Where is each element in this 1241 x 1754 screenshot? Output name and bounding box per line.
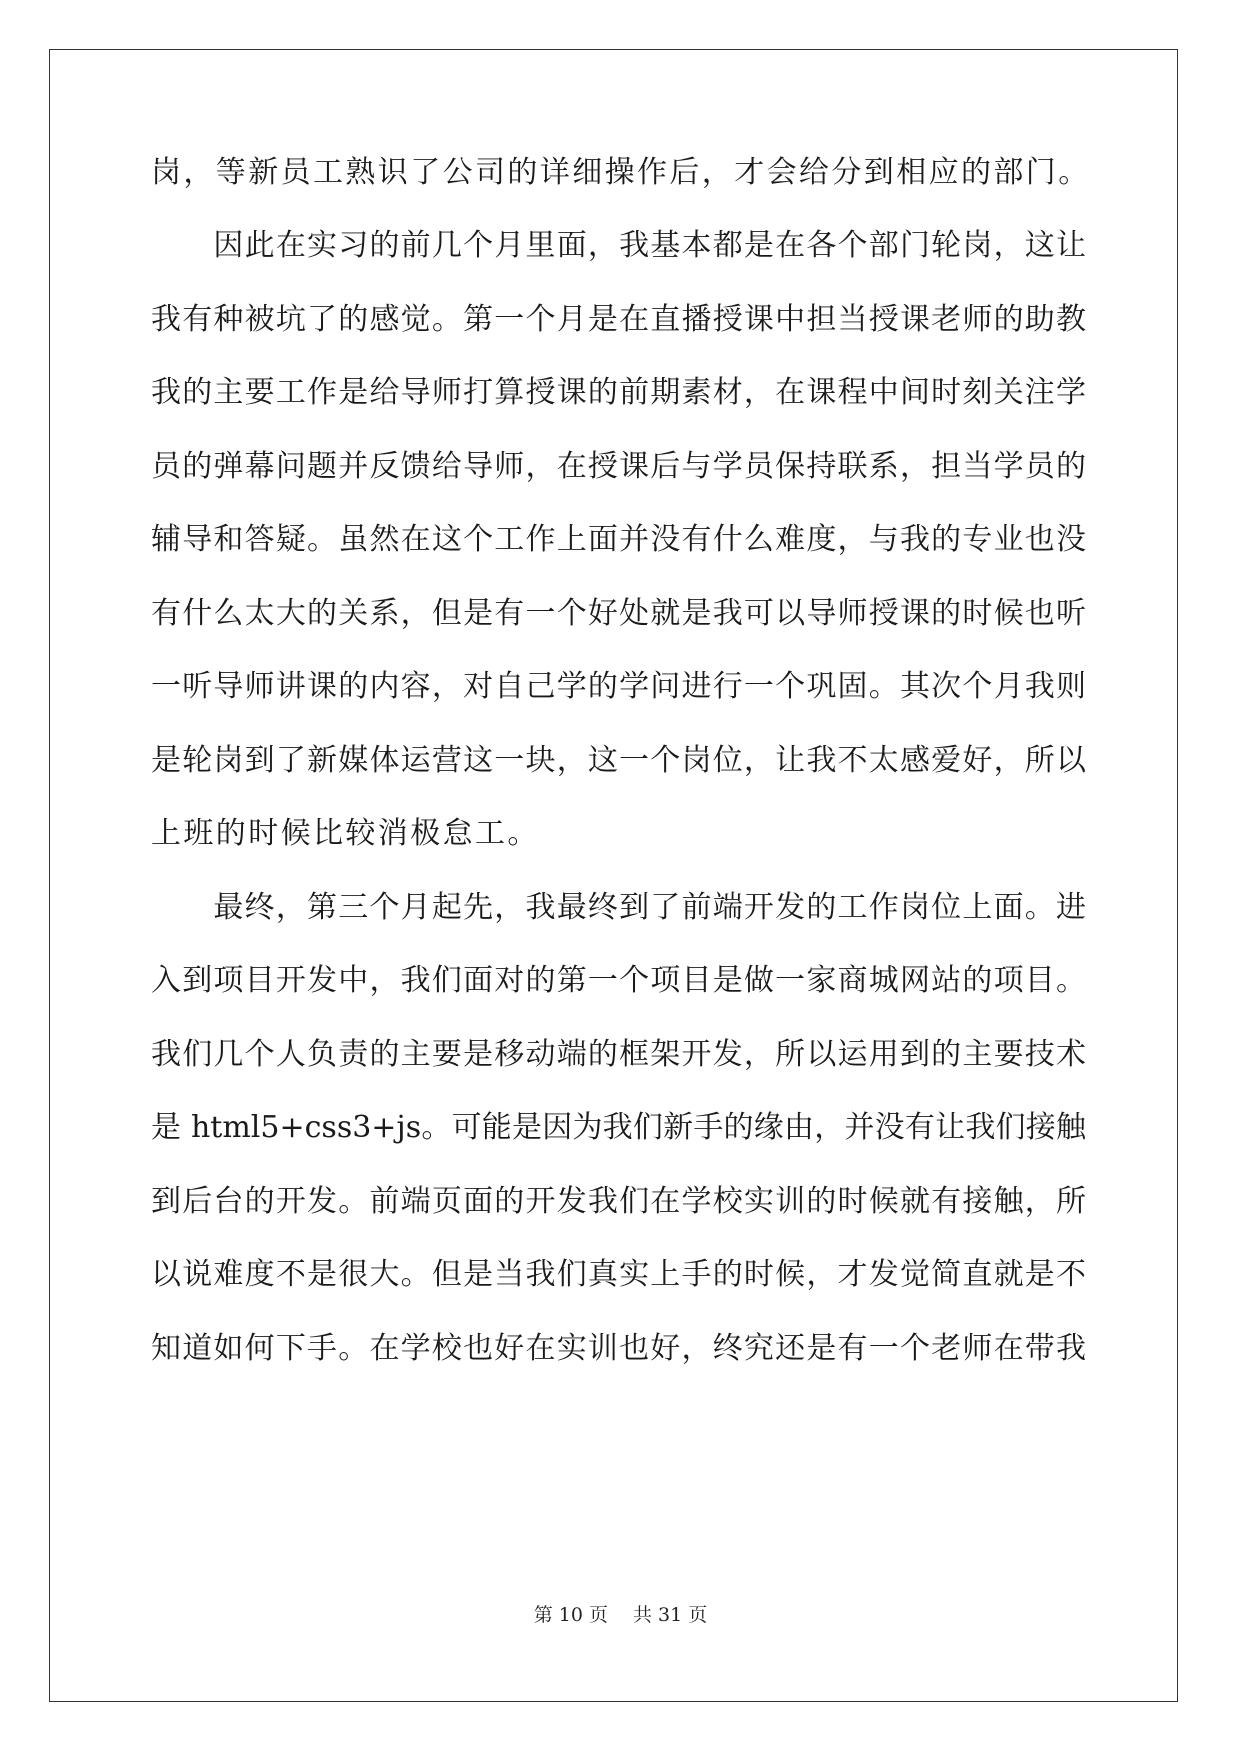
text-line: 知道如何下手。在学校也好在实训也好，终究还是有一个老师在带我 xyxy=(151,1331,1086,1366)
text-line: 一听导师讲课的内容，对自己学的学问进行一个巩固。其次个月我则 xyxy=(151,669,1086,704)
text-line: 最终，第三个月起先，我最终到了前端开发的工作岗位上面。进 xyxy=(151,890,1086,925)
text-line: 我有种被坑了的感觉。第一个月是在直播授课中担当授课老师的助教 xyxy=(151,302,1086,337)
text-line: 岗，等新员工熟识了公司的详细操作后，才会给分到相应的部门。 xyxy=(151,155,1091,190)
text-line: 我们几个人负责的主要是移动端的框架开发，所以运用到的主要技术 xyxy=(151,1037,1086,1072)
text-line: 我的主要工作是给导师打算授课的前期素材，在课程中间时刻关注学 xyxy=(151,375,1086,410)
text-line: 到后台的开发。前端页面的开发我们在学校实训的时候就有接触，所 xyxy=(151,1184,1086,1219)
text-line: 是轮岗到了新媒体运营这一块，这一个岗位，让我不太感爱好，所以 xyxy=(151,743,1086,778)
text-line: 上班的时候比较消极怠工。 xyxy=(151,816,540,851)
text-line: 是 html5+css3+js。可能是因为我们新手的缘由，并没有让我们接触 xyxy=(151,1110,1086,1145)
text-line: 有什么太大的关系，但是有一个好处就是我可以导师授课的时候也听 xyxy=(151,596,1086,631)
page-border xyxy=(49,49,1178,1702)
text-line: 以说难度不是很大。但是当我们真实上手的时候，才发觉简直就是不 xyxy=(151,1257,1086,1292)
page-number-footer: 第 10 页 共 31 页 xyxy=(533,1604,708,1626)
text-line: 入到项目开发中，我们面对的第一个项目是做一家商城网站的项目。 xyxy=(151,963,1086,998)
text-line: 辅导和答疑。虽然在这个工作上面并没有什么难度，与我的专业也没 xyxy=(151,522,1086,557)
text-line: 因此在实习的前几个月里面，我基本都是在各个部门轮岗，这让 xyxy=(151,228,1086,263)
text-line: 员的弹幕问题并反馈给导师，在授课后与学员保持联系，担当学员的 xyxy=(151,449,1086,484)
